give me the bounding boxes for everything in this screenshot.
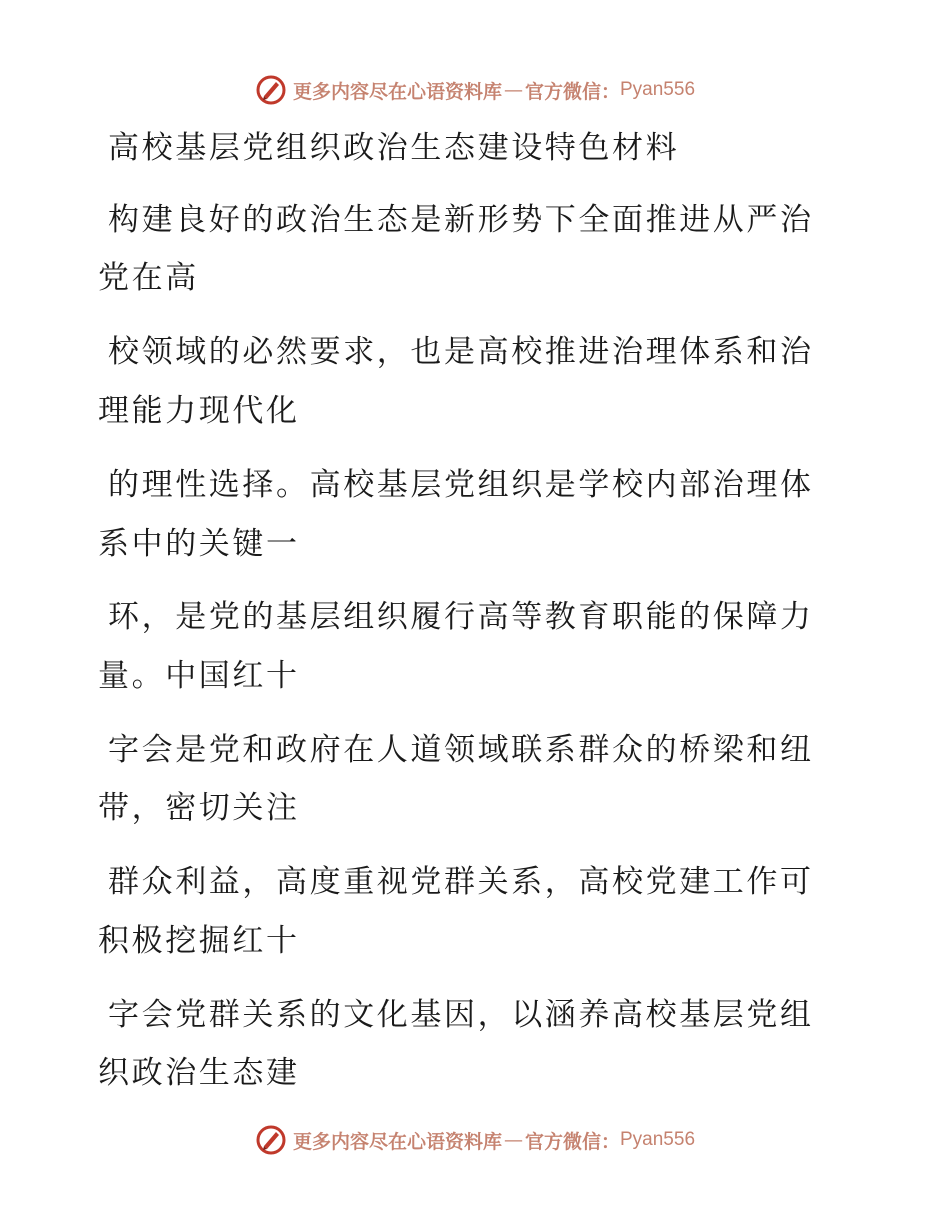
- watermark-wechat-label: 官方微信：: [524, 1130, 620, 1153]
- watermark-wechat-id: Pyan556: [620, 1129, 696, 1150]
- document-title: 高校基层党组织政治生态建设特色材料: [108, 130, 680, 166]
- watermark-wechat-id: Pyan556: [620, 79, 696, 100]
- paragraph-line: 党在高: [98, 260, 199, 296]
- brand-logo-icon: [255, 74, 287, 106]
- watermark-wechat-label: 官方微信：: [524, 80, 620, 103]
- brand-logo-icon: [255, 1124, 287, 1156]
- watermark-site-text: 更多内容尽在心语资料库: [292, 80, 502, 103]
- watermark-separator: —: [503, 79, 523, 101]
- paragraph-line: 织政治生态建: [98, 1055, 300, 1091]
- watermark-site-text: 更多内容尽在心语资料库: [292, 1130, 502, 1153]
- paragraph-line: 系中的关键一: [98, 526, 300, 562]
- paragraph-line: 校领域的必然要求，也是高校推进治理体系和治: [108, 334, 814, 370]
- paragraph-line: 群众利益，高度重视党群关系，高校党建工作可: [108, 864, 814, 900]
- paragraph-line: 字会是党和政府在人道领域联系群众的桥梁和纽: [108, 732, 814, 768]
- paragraph-line: 构建良好的政治生态是新形势下全面推进从严治: [108, 202, 814, 238]
- watermark-separator: —: [503, 1129, 523, 1151]
- paragraph-line: 的理性选择。高校基层党组织是学校内部治理体: [108, 467, 814, 503]
- paragraph-line: 积极挖掘红十: [98, 923, 300, 959]
- paragraph-line: 字会党群关系的文化基因，以涵养高校基层党组: [108, 997, 814, 1033]
- paragraph-line: 带，密切关注: [98, 790, 300, 826]
- header-watermark: [0, 70, 950, 110]
- footer-watermark: [0, 1120, 950, 1160]
- paragraph-line: 量。中国红十: [98, 658, 300, 694]
- paragraph-line: 环，是党的基层组织履行高等教育职能的保障力: [108, 599, 814, 635]
- paragraph-line: 理能力现代化: [98, 393, 300, 429]
